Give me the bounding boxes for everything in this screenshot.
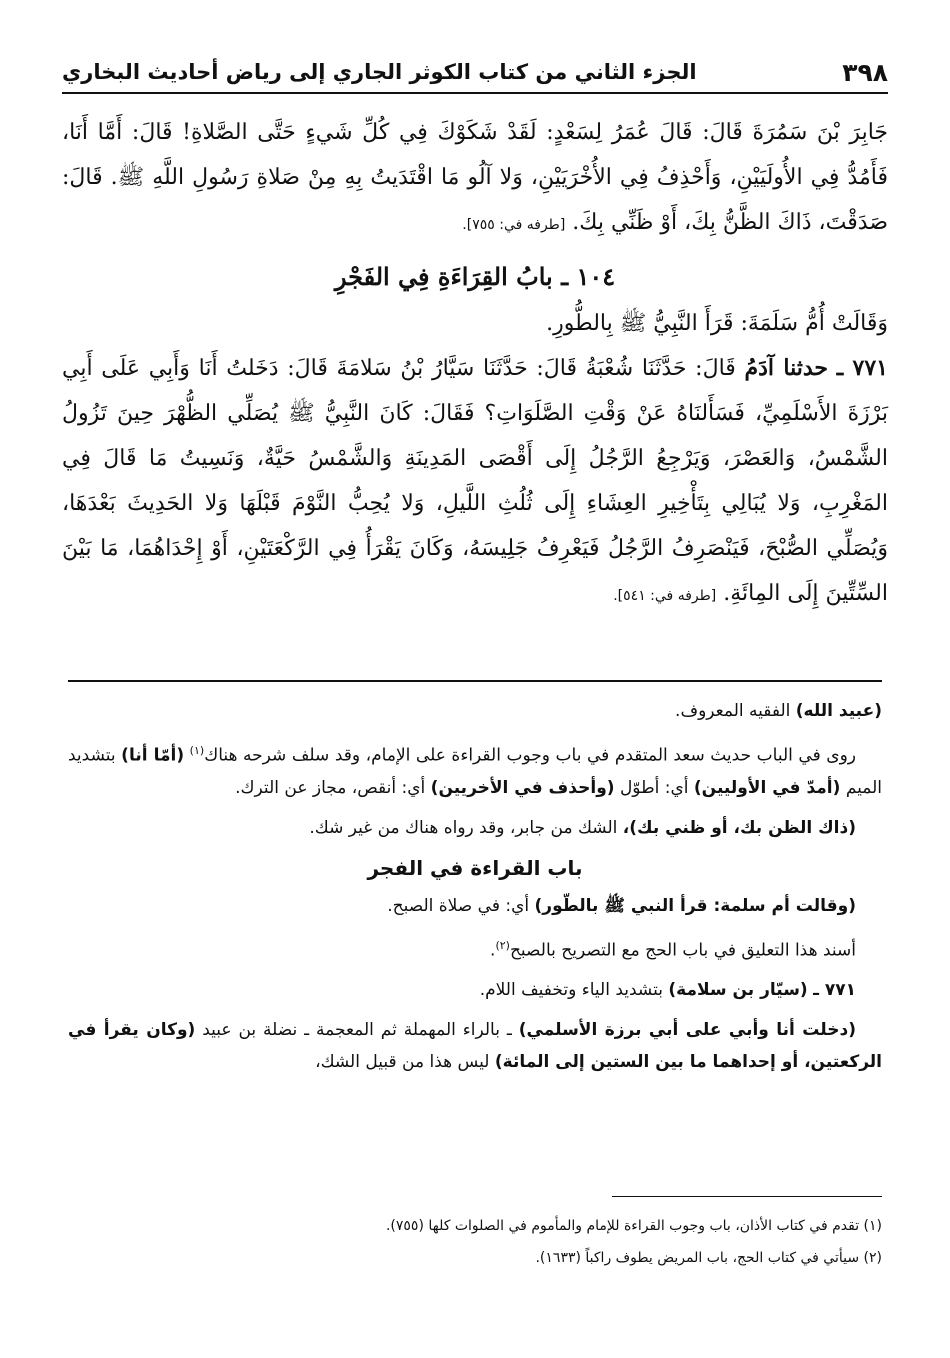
- commentary-term: (دخلت أنا وأبي على أبي برزة الأسلمي): [518, 1020, 856, 1041]
- commentary-paragraph: [68, 695, 882, 727]
- commentary-paragraph: [68, 812, 882, 844]
- commentary-paragraph: [68, 890, 882, 922]
- page-header: [62, 52, 888, 94]
- hadith-text: قَالَ: حَدَّثَنَا شُعْبَةُ قَالَ: حَدَّثَنَا سَيَّارُ بْنُ سَلامَةَ قَالَ: دَخَلتُ أَنَا وَأَبِي عَلَى أَبِي بَرْزَةَ الأَسْلَمِيِّ، فَسَأَلنَاهُ عَنْ وَقْتِ الصَّلَوَاتِ؟ فَقَالَ: كَانَ النَّبِيُّ ﷺ يُصَلِّي الظُّهْرَ حِينَ تَزُولُ الشَّمْسُ، وَالعَصْرَ، وَيَرْجِعُ الرَّجُلُ إِلَى أَقْصَى المَدِينَةِ وَالشَّمْسُ حَيَّةٌ، وَنَسِيتُ مَا قَالَ فِي المَغْرِبِ، وَلا يُبَالِي بِتَأْخِيرِ العِشَاءِ إِلَى ثُلُثِ اللَّيلِ، وَلا يُحِبُّ النَّوْمَ قَبْلَهَا وَلا الحَدِيثَ بَعْدَهَا، وَيُصَلِّي الصُّبْحَ، فَيَنْصَرِفُ الرَّجُلُ فَيَعْرِفُ جَلِيسَهُ، وَكَانَ يَقْرَأُ فِي الرَّكْعَتَيْنِ، أَوْ إِحْدَاهُمَا، مَا بَيْنَ السِّتِّينَ إِلَى المِائَةِ.: [62, 356, 888, 606]
- commentary-text: بتشديد الياء وتخفيف اللام.: [479, 980, 663, 1001]
- commentary-text: أي: في صلاة الصبح.: [387, 895, 530, 916]
- footnote: (١) تقدم في كتاب الأذان، باب وجوب القراءة للإمام والمأموم في الصلوات كلها (٧٥٥).: [385, 1218, 882, 1234]
- footnote-ref: (١): [189, 744, 205, 757]
- section-divider: [68, 680, 882, 682]
- commentary-text: روى في الباب حديث سعد المتقدم في باب وجوب القراءة على الإمام، وقد سلف شرحه هناك: [204, 745, 856, 766]
- hadith-continuation: [62, 110, 888, 248]
- commentary-term: (وكان يقرأ في الركعتين، أو إحداهما ما بين الستين إلى المائة): [68, 1020, 882, 1073]
- commentary-text: الشك من جابر، وقد رواه هناك من غير شك.: [309, 817, 618, 838]
- continuation-ref: [طرفه في: ٧٥٥].: [462, 217, 566, 233]
- commentary-paragraph: [68, 930, 882, 967]
- commentary-paragraph: [68, 974, 882, 1006]
- commentary-text: .: [490, 940, 496, 961]
- commentary-text: بتشديد الميم: [68, 745, 882, 798]
- commentary-text: ـ بالراء المهملة ثم المعجمة ـ نضلة بن عبيد: [202, 1020, 512, 1041]
- footnote-ref: (٢): [495, 938, 510, 952]
- commentary-paragraph: [68, 1014, 882, 1078]
- commentary-term: (وأحذف في الأخريين): [430, 777, 615, 798]
- commentary-text: ليس هذا من قبيل الشك،: [315, 1052, 490, 1073]
- mualaq-statement: وَقَالَتْ أُمُّ سَلَمَةَ: قَرَأَ النَّبِيُّ ﷺ بِالطُّورِ.: [546, 311, 888, 336]
- commentary-paragraph: [68, 735, 882, 804]
- commentary-term: (عبيد الله): [795, 701, 882, 721]
- commentary-text: الفقيه المعروف.: [675, 701, 791, 721]
- chapter-heading: ١٠٤ ـ بابُ القِرَاءَةِ فِي الفَجْرِ: [334, 262, 616, 291]
- hadith-block: [62, 110, 888, 619]
- footnote-divider: [612, 1196, 882, 1197]
- commentary-text: أي: أنقص، مجاز عن الترك.: [235, 777, 426, 798]
- hadith-lead: حدثنا آدَمُ: [744, 355, 829, 381]
- hadith-ref: [طرفه في: ٥٤١].: [613, 588, 717, 604]
- commentary-term: (سيّار بن سلامة): [668, 980, 808, 1001]
- commentary-text: أي: أطوّل: [619, 777, 689, 798]
- page-number: ٣٩٨: [842, 57, 888, 87]
- commentary-term: (أمدّ في الأوليين): [693, 777, 841, 798]
- commentary-term: (ذاك الظن بك، أو ظني بك)،: [622, 817, 856, 838]
- commentary-subheading: باب القراءة في الفجر: [367, 855, 583, 880]
- hadith-number-ref: ٧٧١ ـ: [813, 980, 856, 1001]
- commentary-term: (وقالت أم سلمة: قرأ النبي ﷺ بالطّور): [534, 895, 856, 916]
- continuation-text: جَابِرَ بْنَ سَمُرَةَ قَالَ: قَالَ عُمَرُ لِسَعْدٍ: لَقَدْ شَكَوْكَ فِي كُلِّ شَيءٍ حَتَّى الصَّلاةِ! قَالَ: أَمَّا أَنَا، فَأَمُدُّ فِي الأُولَيَيْنِ، وَأَحْذِفُ فِي الأُخْرَيَيْنِ، وَلا آلُو مَا اقْتَدَيتُ بِهِ مِنْ صَلاةِ رَسُولِ اللَّهِ ﷺ. قَالَ: صَدَقْتَ، ذَاكَ الظَّنُّ بِكَ، أَوْ ظَنِّي بِكَ.: [62, 120, 888, 235]
- footnotes: [68, 1210, 882, 1274]
- footnote: (٢) سيأتي في كتاب الحج، باب المريض يطوف راكباً (١٦٣٣).: [535, 1250, 882, 1266]
- commentary-term: (أمّا أنا): [121, 745, 185, 766]
- running-title: الجزء الثاني من كتاب الكوثر الجاري إلى رياض أحاديث البخاري: [62, 60, 697, 84]
- hadith-number: ٧٧١ ـ: [836, 355, 888, 381]
- commentary: [68, 695, 882, 1086]
- hadith-771: [62, 346, 888, 619]
- commentary-text: أسند هذا التعليق في باب الحج مع التصريح بالصبح: [509, 940, 856, 961]
